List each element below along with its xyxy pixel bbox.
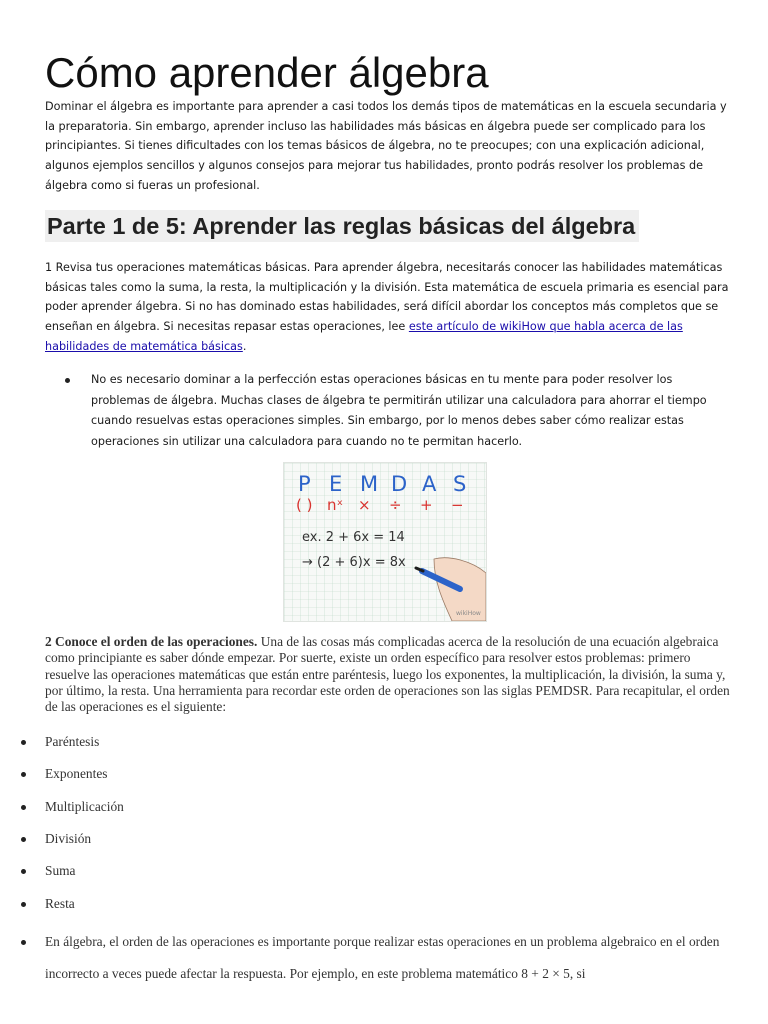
operation-label: Resta [45, 896, 75, 911]
bullet-icon [21, 869, 26, 874]
bullet-icon [21, 805, 26, 810]
pemdas-drawing [284, 463, 486, 621]
list-item [45, 797, 124, 817]
pemdas-symbol: − [451, 496, 464, 514]
watermark: wikiHow [456, 610, 481, 617]
bullet-icon [21, 940, 26, 945]
pemdas-symbol: × [358, 496, 371, 514]
step-1-bullet-text: No es necesario dominar a la perfección estas operaciones básicas en tu mente para poder resolver los problemas de álgebra. Muchas clases de álgebra te permitirán utilizar una calculadora para ahorrar el tiempo cuando resuelvas estas operaciones simples. Sin embargo, por lo menos debes saber cómo realizar estas operaciones sin utilizar una calculadora para cuando no te permitan hacerlo. [91, 373, 707, 448]
list-item [45, 764, 107, 784]
step-1-paragraph [45, 258, 735, 357]
pemdas-symbol: nˣ [327, 496, 344, 514]
example-solution: → (2 + 6)x = 8x [302, 555, 406, 570]
pemdas-letter: M [360, 472, 379, 496]
step-1-text: 1 Revisa tus operaciones matemáticas básicas. Para aprender álgebra, necesitarás conocer las habilidades matemáticas básicas tales como la suma, la resta, la multiplicación y la división. Esta matemática de escuela primaria es esencial para poder aprender álgebra. Si no has dominado estas habilidades, será difícil abordar los conceptos más completos que se enseñan en álgebra. Si necesitas repasar estas operaciones, lee [45, 261, 729, 334]
pemdas-letter: P [298, 472, 311, 496]
pemdas-letter: A [422, 472, 437, 496]
article-title: Cómo aprender álgebra [45, 49, 489, 96]
final-bullet [45, 926, 735, 990]
operation-label: Suma [45, 863, 76, 878]
bullet-icon [21, 837, 26, 842]
part-heading: Parte 1 de 5: Aprender las reglas básicas del álgebra [45, 210, 639, 242]
bullet-icon [21, 740, 26, 745]
list-item [45, 894, 75, 914]
list-item [65, 370, 715, 452]
pemdas-letter: E [329, 472, 343, 496]
intro-paragraph: Dominar el álgebra es importante para aprender a casi todos los demás tipos de matemáticas en la escuela secundaria y la preparatoria. Sin embargo, aprender incluso las habilidades más básicas en álgebra puede ser complicado para los principiantes. Si tienes dificultades con los temas básicos de álgebra, no te preocupes; con una explicación adicional, algunos ejemplos sencillos y algunos consejos para mejorar tus habilidades, pronto podrás resolver los problemas de álgebra como si fueras un profesional. [45, 100, 727, 192]
bullet-icon [21, 772, 26, 777]
step-1-bullets [65, 370, 715, 452]
pemdas-symbol: ÷ [389, 496, 402, 514]
pemdas-symbol: ( ) [296, 496, 313, 514]
list-item [45, 829, 91, 849]
bullet-icon [65, 378, 70, 383]
pemdas-symbol: + [420, 496, 433, 514]
step-2-lead: 2 Conoce el orden de las operaciones. [45, 634, 258, 649]
operation-label: División [45, 831, 92, 846]
operation-label: Paréntesis [45, 734, 100, 749]
operation-label: Multiplicación [45, 799, 124, 814]
pemdas-illustration [283, 462, 487, 622]
basic-math-article-link[interactable]: este artículo de wikiHow que habla acerca de las habilidades de matemática básicas [45, 320, 683, 353]
step-1-after-link: . [242, 339, 247, 353]
example-equation: ex. 2 + 6x = 14 [302, 530, 405, 545]
list-item [45, 861, 76, 881]
pemdas-letter: S [453, 472, 467, 496]
step-2-text: Una de las cosas más complicadas acerca de la resolución de una ecuación algebraica como principiante es saber dónde empezar. Por suerte, existe un orden específico para resolver estos problemas: primero resuelve las operaciones matemáticas que están entre paréntesis, luego los exponentes, la multiplicación, la división, la suma y, por último, la resta. Una herramienta para recordar este orden de operaciones son las siglas PEMDSR. Para recapitular, el orden de las operaciones es el siguiente: [45, 634, 730, 715]
list-item [45, 732, 99, 752]
pemdas-letter: D [391, 472, 408, 496]
operation-label: Exponentes [45, 766, 108, 781]
final-bullet-text: En álgebra, el orden de las operaciones es importante porque realizar estas operaciones en un problema algebraico en el orden incorrecto a veces puede afectar la respuesta. Por ejemplo, en este problema matemático 8 + 2 × 5, si [45, 934, 720, 981]
step-2-paragraph [45, 634, 735, 715]
bullet-icon [21, 902, 26, 907]
